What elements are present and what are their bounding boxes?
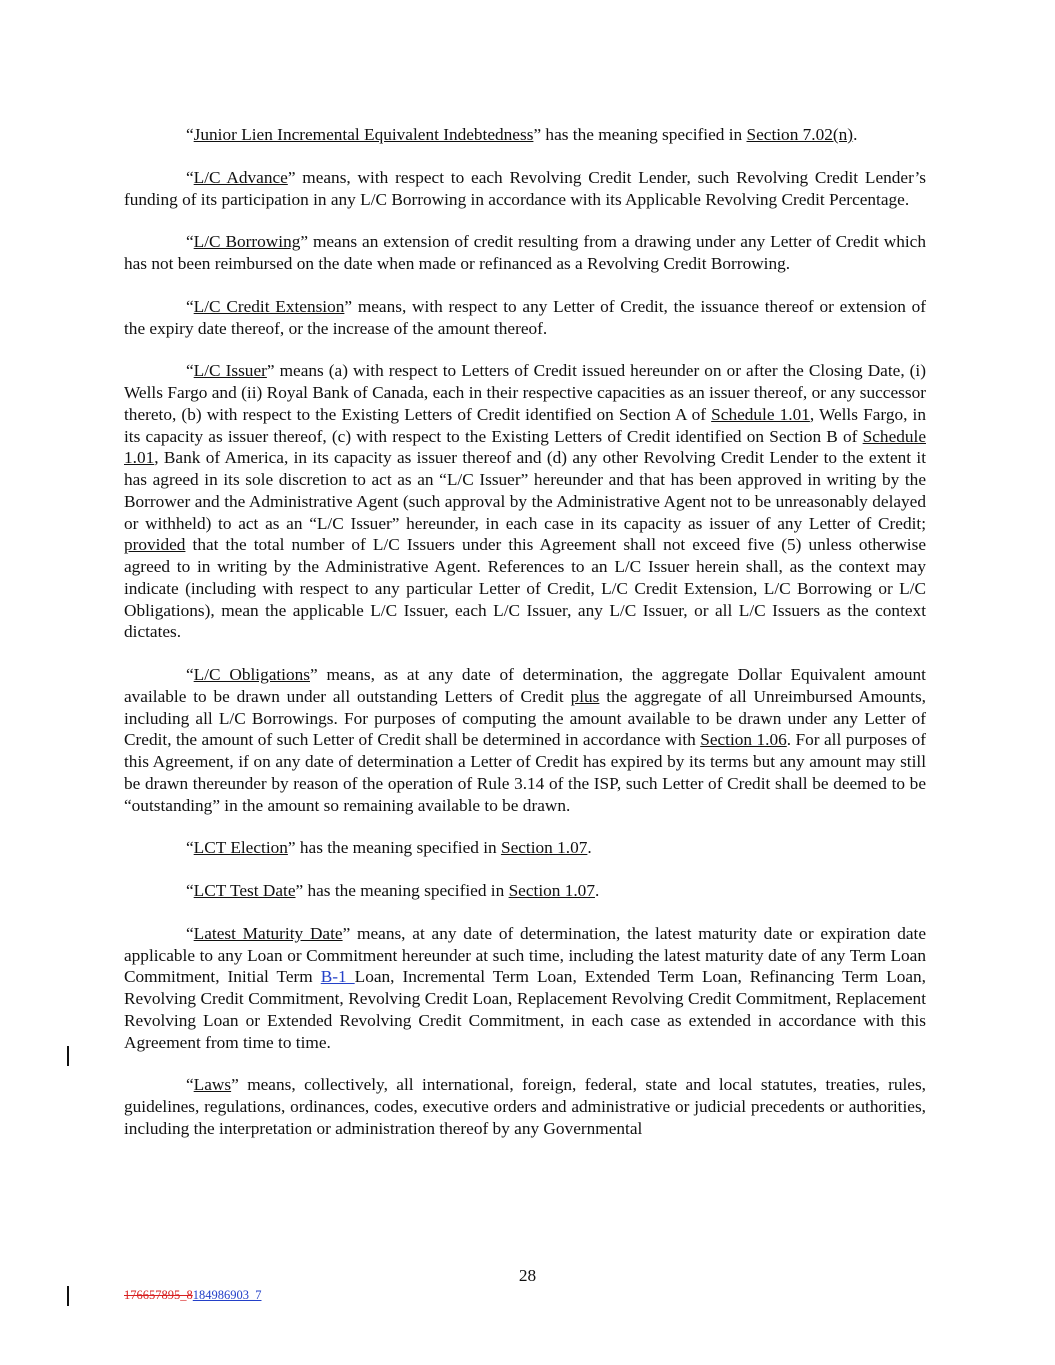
definition-lct-test-date: “LCT Test Date” has the meaning specified in Section 1.07.	[186, 881, 600, 900]
defined-term: Junior Lien Incremental Equivalent Indebtedness	[193, 125, 534, 144]
defined-term: L/C Advance	[193, 167, 288, 187]
definition-lc-advance: “L/C Advance” means, with respect to each Revolving Credit Lender, such Revolving Credit Lender’s funding of its participation in any L/C Borrowing in accordance with its Applicable Revolving Credit Percentage.	[124, 167, 926, 209]
defined-term: L/C Credit Extension	[193, 296, 345, 316]
defined-term: L/C Obligations	[193, 665, 310, 684]
section-reference: Section 1.07	[500, 838, 588, 858]
definition-laws: “Laws” means, collectively, all international, foreign, federal, state and local statutes, treaties, rules, guidelines, regulations, ordinances, codes, executive orders and administrative or judicial precedents or authorities, including the interpretation or administration thereof by any Governmental	[124, 1075, 926, 1138]
defined-term: LCT Test Date	[193, 881, 296, 900]
document-id-footer	[124, 1288, 262, 1303]
defined-term: L/C Issuer	[193, 361, 267, 381]
deleted-doc-id: 176657895_8	[124, 1288, 193, 1302]
definition-latest-maturity-date: “Latest Maturity Date” means, at any date of determination, the latest maturity date or expiration date applicable to any Loan or Commitment hereunder at such time, including the latest maturity date of any Term Loan Commitment, Initial Term B-1 Loan, Incremental Term Loan, Extended Term Loan, Refinancing Term Loan, Revolving Credit Commitment, Revolving Credit Loan, Replacement Revolving Credit Commitment, Replacement Revolving Loan or Extended Revolving Credit Commitment, in each case as extended in accordance with this Agreement from time to time.	[124, 923, 926, 1052]
defined-term: Laws	[193, 1075, 232, 1095]
definition-lc-obligations: “L/C Obligations” means, as at any date of determination, the aggregate Dollar Equivalent amount available to be drawn under all outstanding Letters of Credit plus the aggregate of all Unreimbursed Amounts, including all L/C Borrowings. For purposes of computing the amount available to be drawn under any Letter of Credit, the amount of such Letter of Credit shall be determined in accordance with Section 1.06. For all purposes of this Agreement, if on any date of determination a Letter of Credit has expired by its terms but any amount may still be drawn thereunder by reason of the operation of Rule 3.14 of the ISP, such Letter of Credit shall be deemed to be “outstanding” in the amount so remaining available to be drawn.	[124, 665, 926, 815]
change-bar	[67, 1286, 69, 1306]
definition-lct-election: “LCT Election” has the meaning specified in Section 1.07.	[186, 838, 592, 858]
document-body	[124, 124, 926, 1161]
change-bar	[67, 1046, 69, 1066]
defined-term: L/C Borrowing	[193, 232, 301, 252]
section-reference: Section 1.07	[508, 881, 595, 900]
definition-lc-credit-extension: “L/C Credit Extension” means, with respect to any Letter of Credit, the issuance thereof or extension of the expiry date thereof, or the increase of the amount thereof.	[124, 296, 926, 338]
plus-term: plus	[570, 686, 600, 706]
inserted-text: B-1	[320, 967, 355, 987]
provided-term: provided	[124, 535, 186, 555]
page-number: 28	[518, 1266, 537, 1285]
defined-term: LCT Election	[193, 838, 288, 858]
section-reference: Section 1.06	[700, 730, 787, 750]
inserted-doc-id: 184986903_7	[192, 1288, 262, 1302]
schedule-reference: Schedule 1.01	[711, 404, 810, 424]
definition-lc-borrowing: “L/C Borrowing” means an extension of credit resulting from a drawing under any Letter of Credit which has not been reimbursed on the date when made or refinanced as a Revolving Credit Borrowing.	[124, 232, 926, 273]
definition-lc-issuer: “L/C Issuer” means (a) with respect to Letters of Credit issued hereunder on or after the Closing Date, (i) Wells Fargo and (ii) Royal Bank of Canada, each in their respective capacities as an issuer thereof, or any successor thereto, (b) with respect to the Existing Letters of Credit identified on Section A of Schedule 1.01, Wells Fargo, in its capacity as issuer thereof, (c) with respect to the Existing Letters of Credit identified on Section B of Schedule 1.01, Bank of America, in its capacity as issuer thereof and (d) any other Revolving Credit Lender to the extent it has agreed in its sole discretion to act as an “L/C Issuer” hereunder and that has been approved in writing by the Borrower and the Administrative Agent (such approval by the Administrative Agent not to be unreasonably delayed or withheld) to act as an “L/C Issuer” hereunder, in each case in its capacity as issuer of any Letter of Credit; provided that the total number of L/C Issuers under this Agreement shall not exceed five (5) unless otherwise agreed to in writing by the Administrative Agent. References to an L/C Issuer herein shall, as the context may indicate (including with respect to any particular Letter of Credit, L/C Credit Extension, L/C Borrowing or L/C Obligations), mean the applicable L/C Issuer, each L/C Issuer, any L/C Issuer, or all L/C Issuers as the context dictates.	[124, 361, 926, 642]
definition-junior-lien: “Junior Lien Incremental Equivalent Indebtedness” has the meaning specified in Section 7.02(n).	[186, 125, 858, 144]
schedule-reference: Schedule 1.01	[124, 426, 926, 468]
defined-term: Latest Maturity Date	[193, 923, 343, 943]
section-reference: Section 7.02(n)	[746, 125, 854, 144]
